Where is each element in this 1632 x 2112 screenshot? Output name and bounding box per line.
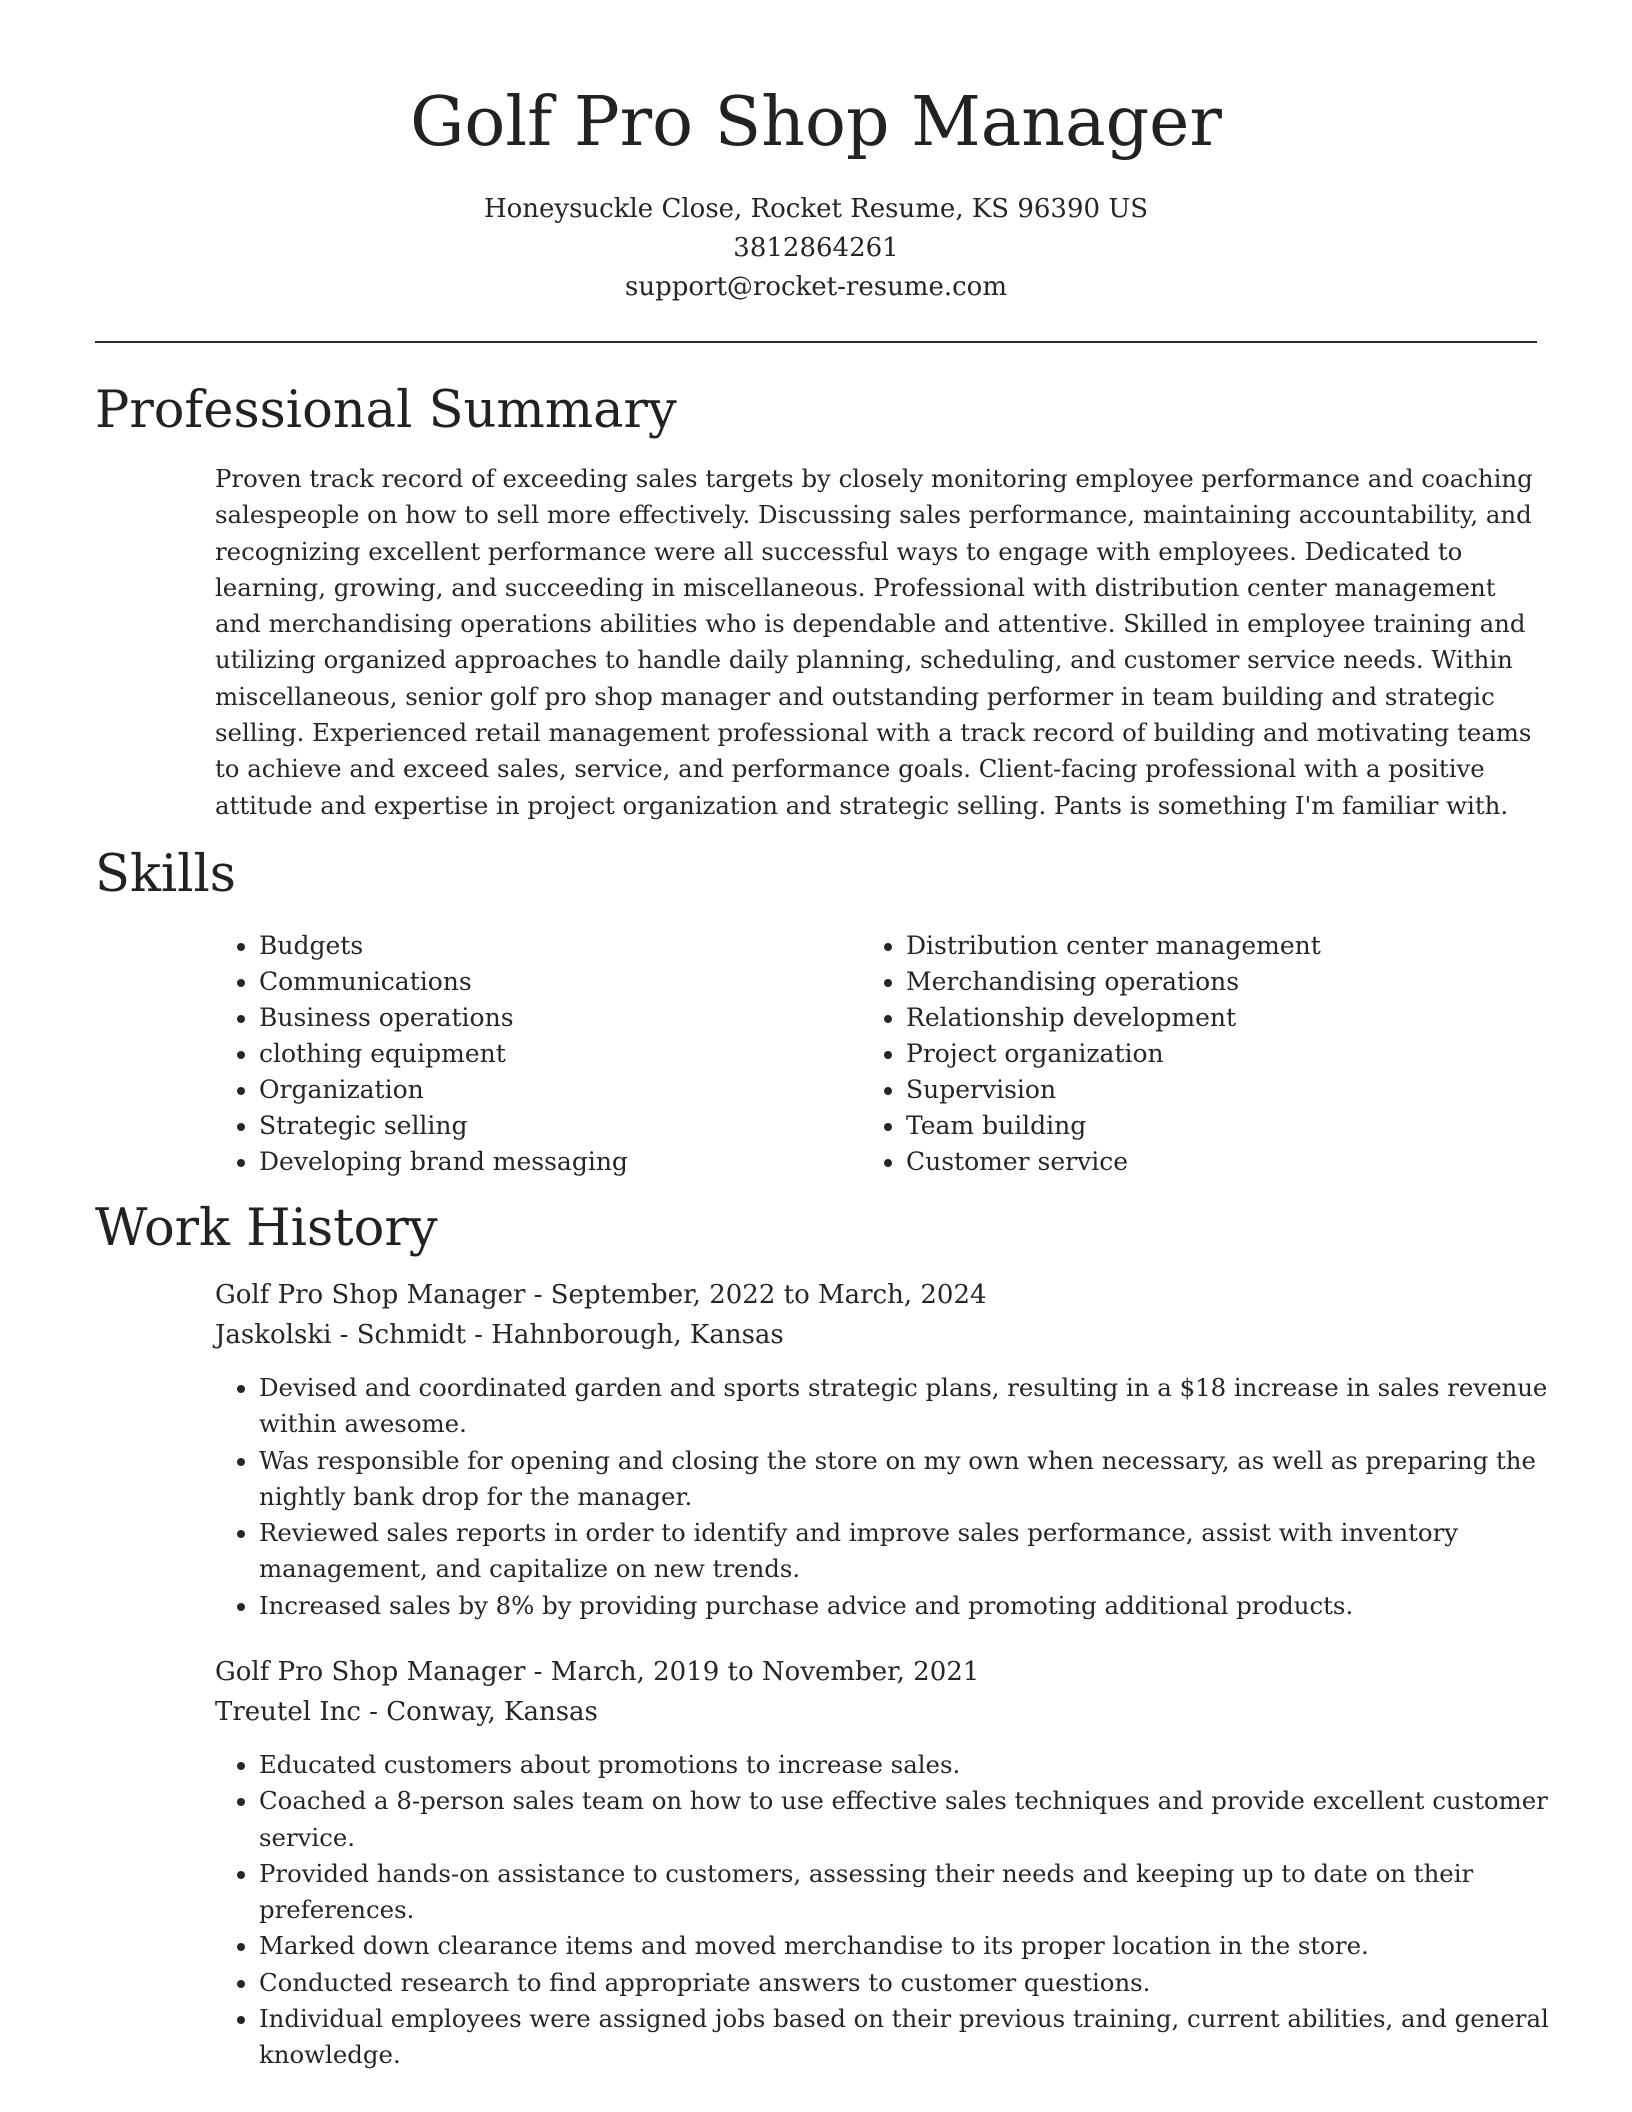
header-divider xyxy=(95,341,1537,343)
job-bullet: • Coached a 8-person sales team on how to use effective sales techniques and provide excellent customer service. xyxy=(259,1783,1589,1856)
contact-address: Honeysuckle Close, Rocket Resume, KS 96390 US xyxy=(483,194,1149,224)
skill-item: • Communications xyxy=(259,964,628,1000)
job-bullets xyxy=(215,1370,1589,1624)
job-bullet: • Conducted research to find appropriate answers to customer questions. xyxy=(259,1965,1589,2001)
skill-item: • Strategic selling xyxy=(259,1108,628,1144)
skills-list-left xyxy=(215,928,628,1180)
resume-name: Golf Pro Shop Manager xyxy=(410,83,1222,162)
summary-heading: Professional Summary xyxy=(95,381,677,440)
job-bullet: • Reviewed sales reports in order to identify and improve sales performance, assist with inventory management, and capitalize on new trends. xyxy=(259,1515,1589,1588)
skill-item: • Project organization xyxy=(906,1036,1321,1072)
work-history-heading: Work History xyxy=(95,1199,438,1258)
job-role-line: Golf Pro Shop Manager - March, 2019 to November, 2021 xyxy=(215,1657,980,1687)
skill-item: • Relationship development xyxy=(906,1000,1321,1036)
skill-item: • Supervision xyxy=(906,1072,1321,1108)
job-header xyxy=(215,1652,979,1732)
contact-phone: 3812864261 xyxy=(733,233,899,263)
skill-item: • clothing equipment xyxy=(259,1036,628,1072)
job-header xyxy=(215,1275,987,1355)
job-bullet: • Individual employees were assigned jobs based on their previous training, current abilities, and general knowledge. xyxy=(259,2001,1589,2074)
contact-info xyxy=(0,190,1632,307)
skills-list-right xyxy=(862,928,1321,1180)
job-role-line: Golf Pro Shop Manager - September, 2022 to March, 2024 xyxy=(215,1280,987,1310)
job-company-line: Treutel Inc - Conway, Kansas xyxy=(215,1697,598,1727)
job-bullet: • Devised and coordinated garden and sports strategic plans, resulting in a $18 increase in sales revenue within awesome. xyxy=(259,1370,1589,1443)
job-bullet: • Marked down clearance items and moved merchandise to its proper location in the store. xyxy=(259,1928,1589,1964)
skill-item: • Developing brand messaging xyxy=(259,1144,628,1180)
skill-item: • Organization xyxy=(259,1072,628,1108)
skill-item: • Budgets xyxy=(259,928,628,964)
job-bullet: • Was responsible for opening and closing the store on my own when necessary, as well as preparing the nightly bank drop for the manager. xyxy=(259,1443,1589,1516)
skill-item: • Business operations xyxy=(259,1000,628,1036)
skill-item: • Merchandising operations xyxy=(906,964,1321,1000)
contact-email: support@rocket-resume.com xyxy=(624,272,1007,302)
summary-text: Proven track record of exceeding sales targets by closely monitoring employee performance and coaching salespeople on how to sell more effectively. Discussing sales performance, maintaining accountability, and recognizing excellent performance were all successful ways to engage with employees. Dedicated to learning, growing, and succeeding in miscellaneous. Professional with distribution center management and merchandising operations abilities who is dependable and attentive. Skilled in employee training and utilizing organized approaches to handle daily planning, scheduling, and customer service needs. Within miscellaneous, senior golf pro shop manager and outstanding performer in team building and strategic selling. Experienced retail management professional with a track record of building and motivating teams to achieve and exceed sales, service, and performance goals. Client-facing professional with a positive attitude and expertise in project organization and strategic selling. Pants is something I'm familiar with. xyxy=(215,464,1533,820)
job-bullets xyxy=(215,1747,1589,2074)
job-bullet: • Increased sales by 8% by providing purchase advice and promoting additional products. xyxy=(259,1588,1589,1624)
skill-item: • Customer service xyxy=(906,1144,1321,1180)
job-bullet: • Provided hands-on assistance to customers, assessing their needs and keeping up to date on their preferences. xyxy=(259,1856,1589,1929)
job-bullet: • Educated customers about promotions to increase sales. xyxy=(259,1747,1589,1783)
job-company-line: Jaskolski - Schmidt - Hahnborough, Kansas xyxy=(215,1320,784,1350)
skill-item: • Distribution center management xyxy=(906,928,1321,964)
skill-item: • Team building xyxy=(906,1108,1321,1144)
skills-heading: Skills xyxy=(95,845,236,904)
